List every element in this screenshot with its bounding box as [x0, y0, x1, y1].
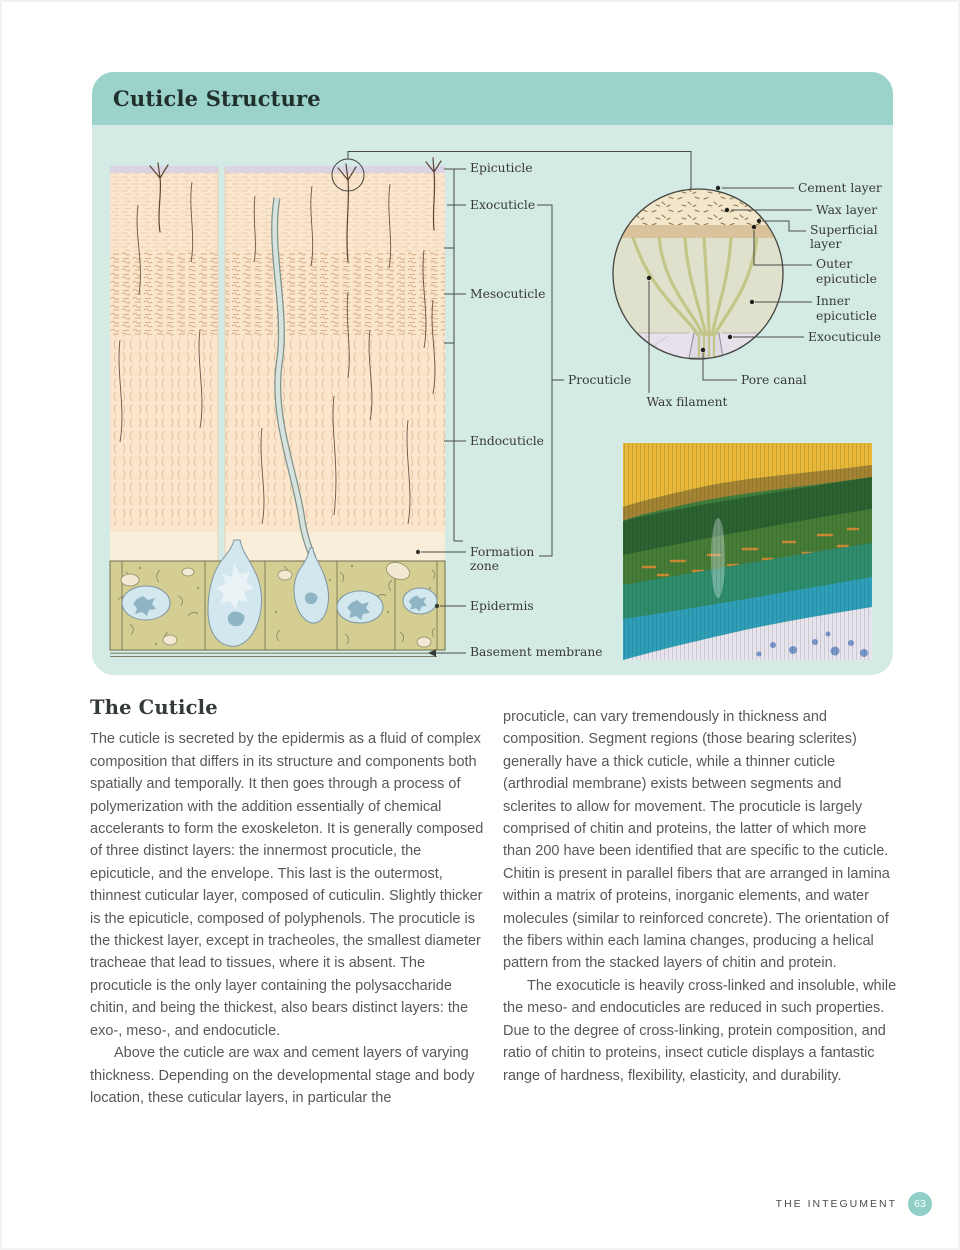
- page-footer: [776, 1192, 932, 1216]
- label-epicuticle: Epicuticle: [470, 161, 533, 175]
- label-superficial-layer: Superficial: [810, 223, 878, 237]
- cuticle-cross-section: [110, 158, 445, 656]
- label-epidermis: Epidermis: [470, 599, 534, 613]
- label-inner-epicuticle: Inner: [816, 294, 850, 308]
- label-cement-layer: Cement layer: [798, 181, 882, 195]
- paragraph: Above the cuticle are wax and cement layers of varying thickness. Depending on the developmental stage and body location, these cuticular layers, in particular the: [90, 1045, 475, 1106]
- svg-text:epicuticle: epicuticle: [816, 309, 877, 323]
- svg-text:layer: layer: [810, 237, 842, 251]
- page-number-badge: 63: [908, 1192, 932, 1216]
- label-pore-canal: Pore canal: [741, 373, 807, 387]
- label-basement-membrane: Basement membrane: [470, 645, 603, 659]
- epicuticle-strip: [110, 166, 445, 173]
- label-formation-zone: Formation: [470, 545, 535, 559]
- label-procuticle: Procuticle: [568, 373, 632, 387]
- article-heading: The Cuticle: [90, 696, 218, 719]
- label-mesocuticle: Mesocuticle: [470, 287, 546, 301]
- panel-title: Cuticle Structure: [113, 86, 321, 111]
- cuticle-diagram: [92, 125, 893, 675]
- label-wax-filament: Wax filament: [646, 395, 728, 409]
- segment-gap: [218, 166, 225, 561]
- svg-text:zone: zone: [470, 559, 500, 573]
- label-wax-layer: Wax layer: [816, 203, 878, 217]
- label-outer-epicuticle: Outer: [816, 257, 853, 271]
- article-column-left: [90, 697, 488, 1109]
- label-exocuticule: Exocuticule: [808, 330, 882, 344]
- paragraph: procuticle, can vary tremendously in thickness and composition. Segment regions (those bearing sclerites) generally have a thick cuticle, while a thinner cuticle (arthrodial membrane) exists between segments and sclerites to allow for movement. The procuticle is largely comprised of chitin and proteins, the latter of which more than 200 have been identified that are specific to the cuticle. Chitin is present in parallel fibers that are arranged in lamina within a matrix of proteins, inorganic elements, and water molecules (similar to reinforced concrete). The orientation of the fibers within each lamina changes, producing a helical pattern from the stacked layers of chitin and protein.: [503, 709, 890, 972]
- paragraph: The cuticle is secreted by the epidermis as a fluid of complex composition that differs in its structure and components both spatially and temporally. It then goes through a process of polymerization with the addition essentially of chemical accelerants to form the exoskeleton. It is generally composed of three distinct layers: the innermost procuticle, the epicuticle, and the envelope. This last is the outermost, thinnest cuticular layer, composed of cuticulin. Slightly thicker is the epicuticle, composed of polyphenols. The procuticle is the thickest layer, except in tracheoles, the smallest diameter tracheae that lead to tissues, where it is absent. The procuticle is the only layer containing the polysaccharide chitin, and being the thickest, also bears distinct layers: the exo-, meso-, and endocuticle.: [90, 731, 484, 1039]
- cuticle-micrograph: [623, 443, 872, 660]
- epicuticle-inset-circle: [613, 181, 882, 409]
- svg-text:epicuticle: epicuticle: [816, 272, 877, 286]
- panel-header: [92, 72, 893, 125]
- article-column-right: [503, 706, 897, 1087]
- basement-membrane-line: [110, 653, 437, 656]
- cuticle-structure-panel: [92, 72, 893, 675]
- formation-zone-band: [110, 532, 445, 561]
- section-title: THE INTEGUMENT: [775, 1198, 897, 1210]
- label-exocuticle: Exocuticle: [470, 198, 536, 212]
- paragraph: The exocuticle is heavily cross-linked and insoluble, while the meso- and endocuticles are reduced in such properties. Due to the degree of cross-linking, protein composition, and ratio of chitin to proteins, insect cuticle displays a fantastic range of hardness, flexibility, elasticity, and durability.: [503, 977, 897, 1084]
- label-endocuticle: Endocuticle: [470, 434, 544, 448]
